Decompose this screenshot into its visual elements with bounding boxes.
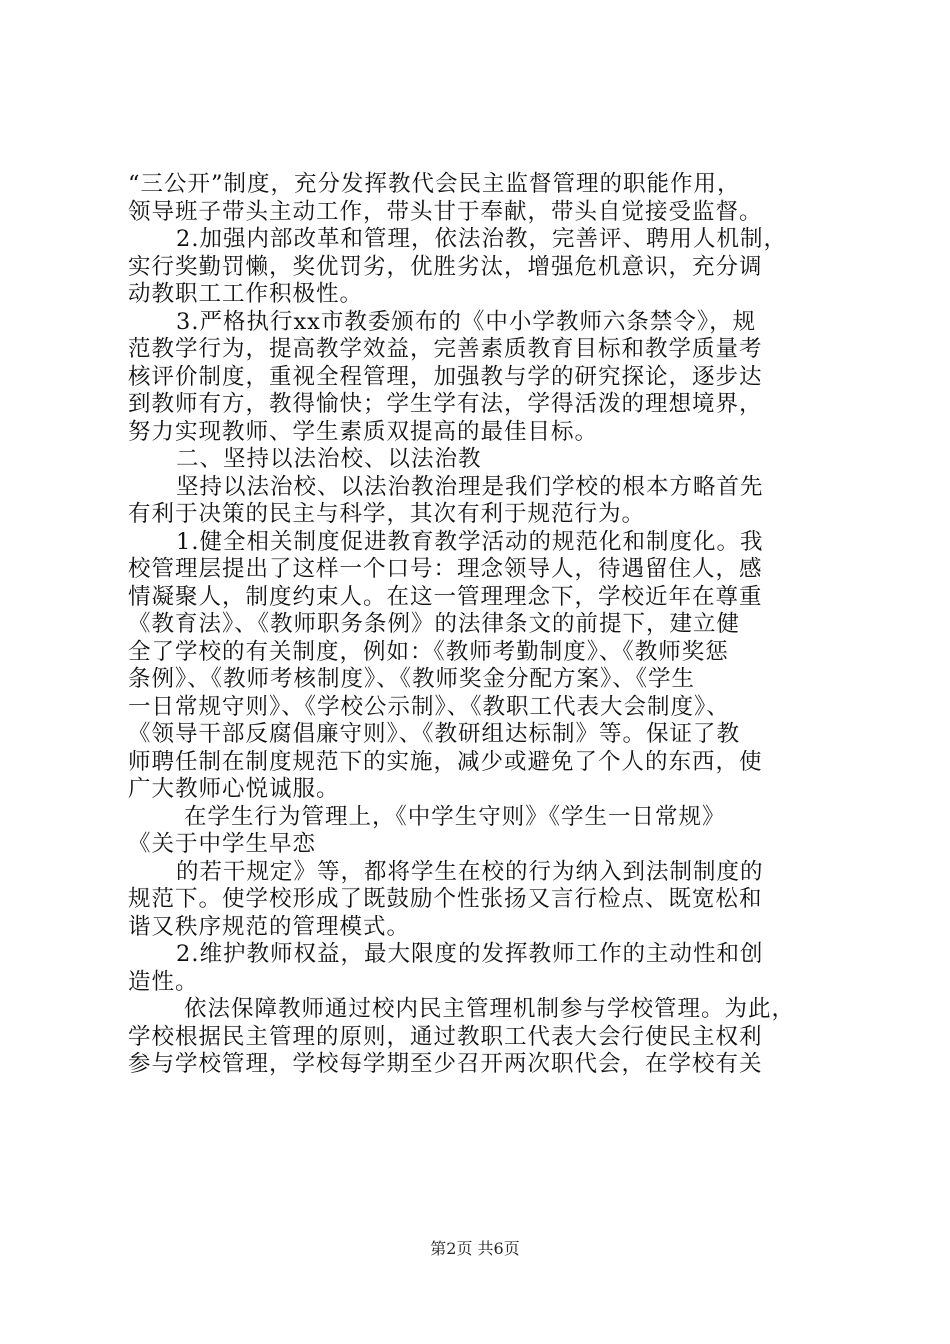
text-line: 条例》、《教师考核制度》、《教师奖金分配方案》、《学生	[128, 666, 696, 692]
text-line: 一日常规守则》、《学校公示制》、《教职工代表大会制度》、	[128, 693, 730, 720]
text-line: 动教职工工作积极性。	[128, 281, 364, 307]
text-line: 实行奖勤罚懒，奖优罚劣，优胜劣汰，增强危机意识，充分调	[128, 253, 763, 280]
text-line: 《关于中学生早恋	[128, 831, 317, 857]
text-line: 努力实现教师、学生素质双提高的最佳目标。	[128, 418, 599, 445]
text-line: 依法保障教师通过校内民主管理机制参与学校管理。为此，	[184, 996, 796, 1022]
text-line: 核评价制度，重视全程管理，加强教与学的研究探论，逐步达	[128, 363, 763, 390]
text-line: 2.加强内部改革和管理，依法治教，完善评、聘用人机制，	[176, 226, 787, 252]
text-line: 《领导干部反腐倡廉守则》、《教研组达标制》等。保证了教	[128, 721, 741, 747]
text-line: 在学生行为管理上，《中学生守则》《学生一日常规》	[184, 803, 726, 830]
text-line: 情凝聚人，制度约束人。在这一管理理念下，学校近年在尊重	[128, 583, 763, 610]
text-line: 2.维护教师权益，最大限度的发挥教师工作的主动性和创	[176, 941, 764, 967]
text-line: 的若干规定》等，都将学生在校的行为纳入到法制制度的	[176, 858, 764, 885]
text-line: 谐又秩序规范的管理模式。	[128, 913, 411, 940]
text-line: 全了学校的有关制度，例如：《教师考勤制度》、《教师奖惩	[128, 638, 729, 665]
text-line: 到教师有方，教得愉快；学生学有法，学得活泼的理想境界，	[128, 391, 763, 417]
text-line: 二、坚持以法治校、以法治教	[176, 446, 482, 472]
text-line: 3.严格执行xx市教委颁布的《中小学教师六条禁令》，规	[176, 308, 757, 335]
text-line: 有利于决策的民主与科学，其次有利于规范行为。	[128, 501, 646, 527]
text-line: 校管理层提出了这样一个口号：理念领导人，待遇留住人，感	[128, 556, 763, 582]
text-line: 领导班子带头主动工作，带头甘于奉献，带头自觉接受监督。	[128, 198, 763, 225]
text-line: 《教育法》、《教师职务条例》的法律条文的前提下，建立健	[128, 611, 741, 637]
text-line: 范教学行为，提高教学效益，完善素质教育目标和教学质量考	[128, 336, 763, 362]
text-line: 造性。	[128, 968, 199, 995]
text-line: 坚持以法治校、以法治教治理是我们学校的根本方略首先	[176, 473, 764, 500]
document-body	[128, 171, 838, 1079]
text-line: “三公开”制度，充分发挥教代会民主监督管理的职能作用，	[128, 171, 741, 197]
text-line: 规范下。使学校形成了既鼓励个性张扬又言行检点、既宽松和	[128, 886, 763, 912]
text-line: 师聘任制在制度规范下的实施，减少或避免了个人的东西，使	[128, 748, 763, 775]
page-footer: 第2页 共6页	[430, 1239, 520, 1258]
text-line: 学校根据民主管理的原则，通过教职工代表大会行使民主权利	[128, 1023, 763, 1050]
text-line: 广大教师心悦诚服。	[128, 776, 340, 802]
text-line: 1.健全相关制度促进教育教学活动的规范化和制度化。我	[176, 528, 764, 555]
text-line: 参与学校管理，学校每学期至少召开两次职代会，在学校有关	[128, 1051, 763, 1077]
